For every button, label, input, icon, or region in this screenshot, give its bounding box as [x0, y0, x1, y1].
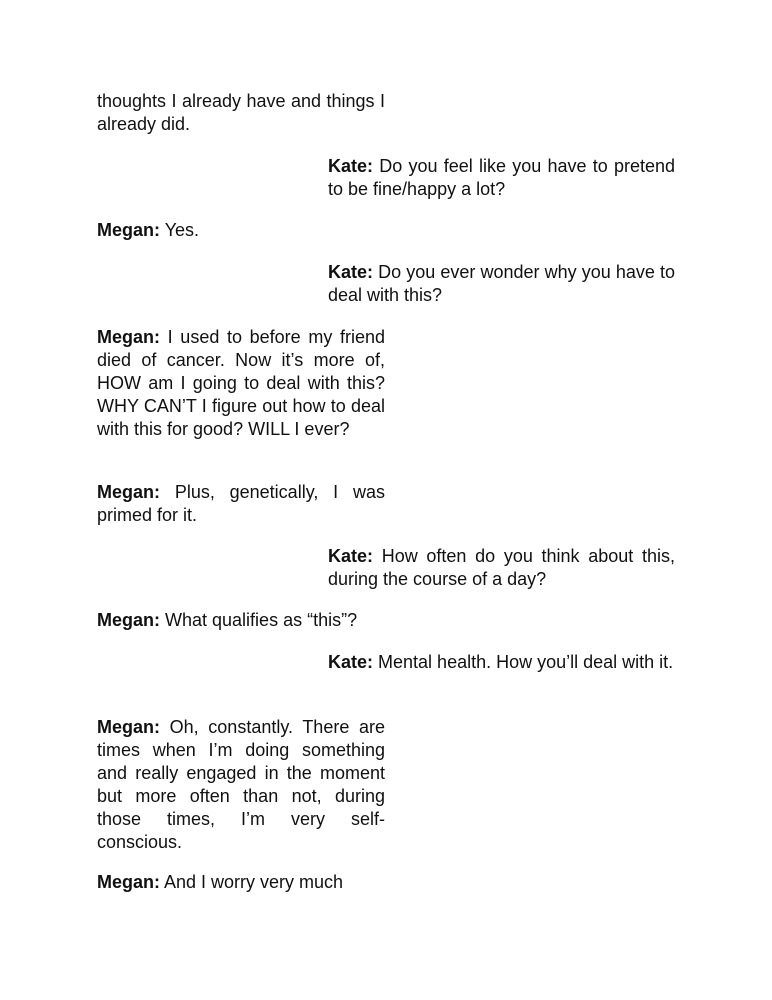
- message-text: Mental health. How you’ll deal with it.: [378, 652, 674, 672]
- speaker-label: Megan:: [97, 872, 160, 892]
- message-text: I used to before my friend died of cancer. Now it’s more of, HOW am I going to deal with this? WHY CAN’T I figure out how to deal with this for good? WILL I ever?: [97, 327, 385, 439]
- message-megan-continued: [97, 90, 385, 136]
- message-kate: [328, 651, 675, 674]
- speaker-label: Megan:: [97, 327, 160, 347]
- message-text: Do you feel like you have to pretend to be fine/happy a lot?: [328, 156, 675, 199]
- message-megan: [97, 326, 385, 441]
- message-text: Oh, constantly. There are times when I’m doing something and really engaged in the moment but more often than not, during those times, I’m very self-conscious.: [97, 717, 385, 852]
- message-megan: [97, 481, 385, 527]
- message-text: thoughts I already have and things I already did.: [97, 91, 385, 134]
- speaker-label: Kate:: [328, 156, 374, 176]
- message-kate: [328, 261, 675, 307]
- message-kate: [328, 545, 675, 591]
- message-megan: [97, 219, 385, 242]
- speaker-label: Megan:: [97, 717, 160, 737]
- message-text: Yes.: [164, 220, 200, 240]
- speaker-label: Kate:: [328, 262, 374, 282]
- message-text: And I worry very much: [164, 872, 344, 892]
- message-megan: [97, 609, 385, 632]
- speaker-label: Megan:: [97, 220, 160, 240]
- message-text: How often do you think about this, during the course of a day?: [328, 546, 675, 589]
- speaker-label: Kate:: [328, 546, 374, 566]
- message-text: What qualifies as “this”?: [165, 610, 358, 630]
- message-kate: [328, 155, 675, 201]
- message-text: Do you ever wonder why you have to deal with this?: [328, 262, 675, 305]
- message-megan: [97, 871, 385, 894]
- message-megan: [97, 716, 385, 854]
- speaker-label: Megan:: [97, 610, 160, 630]
- message-text: Plus, genetically, I was primed for it.: [97, 482, 385, 525]
- speaker-label: Megan:: [97, 482, 160, 502]
- speaker-label: Kate:: [328, 652, 374, 672]
